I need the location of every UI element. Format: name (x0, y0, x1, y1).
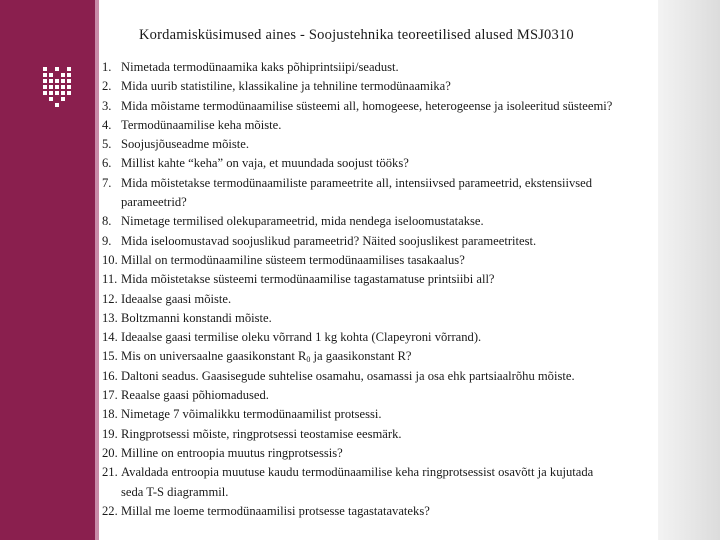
item-text: Mida mõistetakse termodünaamiliste parameetrite all, intensiivsed parameetrid, ekstensiivsed (121, 175, 593, 190)
list-item-continuation (102, 483, 672, 502)
list-item (102, 97, 672, 116)
item-number: 8. (102, 214, 112, 229)
question-list (102, 58, 672, 521)
item-number: 15. (102, 349, 118, 364)
item-number: 2. (102, 79, 112, 94)
list-item (102, 328, 672, 347)
item-text: Termodünaamilise keha mõiste. (121, 117, 282, 132)
list-item (102, 386, 672, 405)
list-item (102, 309, 672, 328)
item-text: Mida mõistame termodünaamilise süsteemi all, homogeese, heterogeense ja isoleeritud süsteemi? (121, 98, 613, 113)
item-text: Millal on termodünaamiline süsteem termodünaamilises tasakaalus? (121, 252, 465, 267)
item-text: Mida mõistetakse süsteemi termodünaamilise tagastamatuse printsiibi all? (121, 272, 495, 287)
list-item (102, 290, 672, 309)
item-text: Ideaalse gaasi termilise oleku võrrand 1 kg kohta (Clapeyroni võrrand). (121, 330, 482, 345)
list-item (102, 212, 672, 231)
item-number: 6. (102, 156, 112, 171)
item-number: 4. (102, 117, 112, 132)
list-item (102, 425, 672, 444)
list-item (102, 251, 672, 270)
item-number: 18. (102, 407, 118, 422)
item-number: 1. (102, 60, 112, 74)
subscript-zero: 0 (306, 355, 311, 365)
item-text: Boltzmanni konstandi mõiste. (121, 310, 272, 325)
item-number: 20. (102, 445, 118, 460)
item-text: Ideaalse gaasi mõiste. (121, 291, 232, 306)
item-number: 5. (102, 137, 112, 152)
item-text: Mida uurib statistiline, klassikaline ja tehniline termodünaamika? (121, 79, 451, 94)
list-item (102, 463, 672, 482)
item-text: Ringprotsessi mõiste, ringprotsessi teostamise eesmärk. (121, 426, 402, 441)
list-item (102, 444, 672, 463)
item-number: 7. (102, 175, 112, 190)
item-text: Millist kahte “keha” on vaja, et muundada soojust tööks? (121, 156, 409, 171)
item-text-tail: ja gaasikonstant R? (310, 349, 412, 364)
item-number: 12. (102, 291, 118, 306)
list-item (102, 77, 672, 96)
item-number: 10. (102, 252, 118, 267)
item-text: Mida iseloomustavad soojuslikud parameetrid? Näited soojuslikest parameetritest. (121, 233, 537, 248)
list-item (102, 174, 672, 193)
item-number: 11. (102, 272, 118, 287)
list-item (102, 347, 672, 366)
item-text: Nimetada termodünaamika kaks põhiprintsiipi/seadust. (121, 60, 399, 74)
item-text: Milline on entroopia muutus ringprotsessis? (121, 445, 343, 460)
item-number: 13. (102, 310, 118, 325)
list-item (102, 116, 672, 135)
list-item (102, 270, 672, 289)
item-number: 9. (102, 233, 112, 248)
list-item (102, 154, 672, 173)
item-number: 17. (102, 388, 118, 403)
university-logo-icon (43, 67, 73, 107)
item-number: 14. (102, 330, 118, 345)
slide-content (99, 0, 658, 540)
list-item (102, 367, 672, 386)
list-item (102, 502, 672, 521)
item-text: Daltoni seadus. Gaasisegude suhtelise osamahu, osamassi ja osa ehk partsiaalrõhu mõiste. (121, 368, 575, 383)
list-item-continuation (102, 193, 672, 212)
item-text: Avaldada entroopia muutuse kaudu termodünaamilise keha ringprotsessist osavõtt ja kujutada (121, 465, 594, 480)
page-title: Kordamisküsimused aines - Soojustehnika teoreetilised alused MSJ0310 (139, 27, 574, 43)
list-item (102, 405, 672, 424)
item-number: 16. (102, 368, 118, 383)
item-text: Mis on universaalne gaasikonstant R (121, 349, 307, 364)
item-number: 19. (102, 426, 118, 441)
item-number: 21. (102, 465, 118, 480)
item-text: parameetrid? (121, 195, 187, 210)
item-number: 22. (102, 503, 118, 518)
item-number: 3. (102, 98, 112, 113)
item-text: Soojusjõuseadme mõiste. (121, 137, 250, 152)
list-item (102, 232, 672, 251)
item-text: Reaalse gaasi põhiomadused. (121, 388, 269, 403)
item-text: Nimetage termilised olekuparameetrid, mida nendega iseloomustatakse. (121, 214, 484, 229)
item-text: Millal me loeme termodünaamilisi protsesse tagastatavateks? (121, 503, 430, 518)
item-text: seda T-S diagrammil. (121, 484, 229, 499)
list-item (102, 135, 672, 154)
list-item (102, 58, 672, 77)
item-text: Nimetage 7 võimalikku termodünaamilist protsessi. (121, 407, 382, 422)
